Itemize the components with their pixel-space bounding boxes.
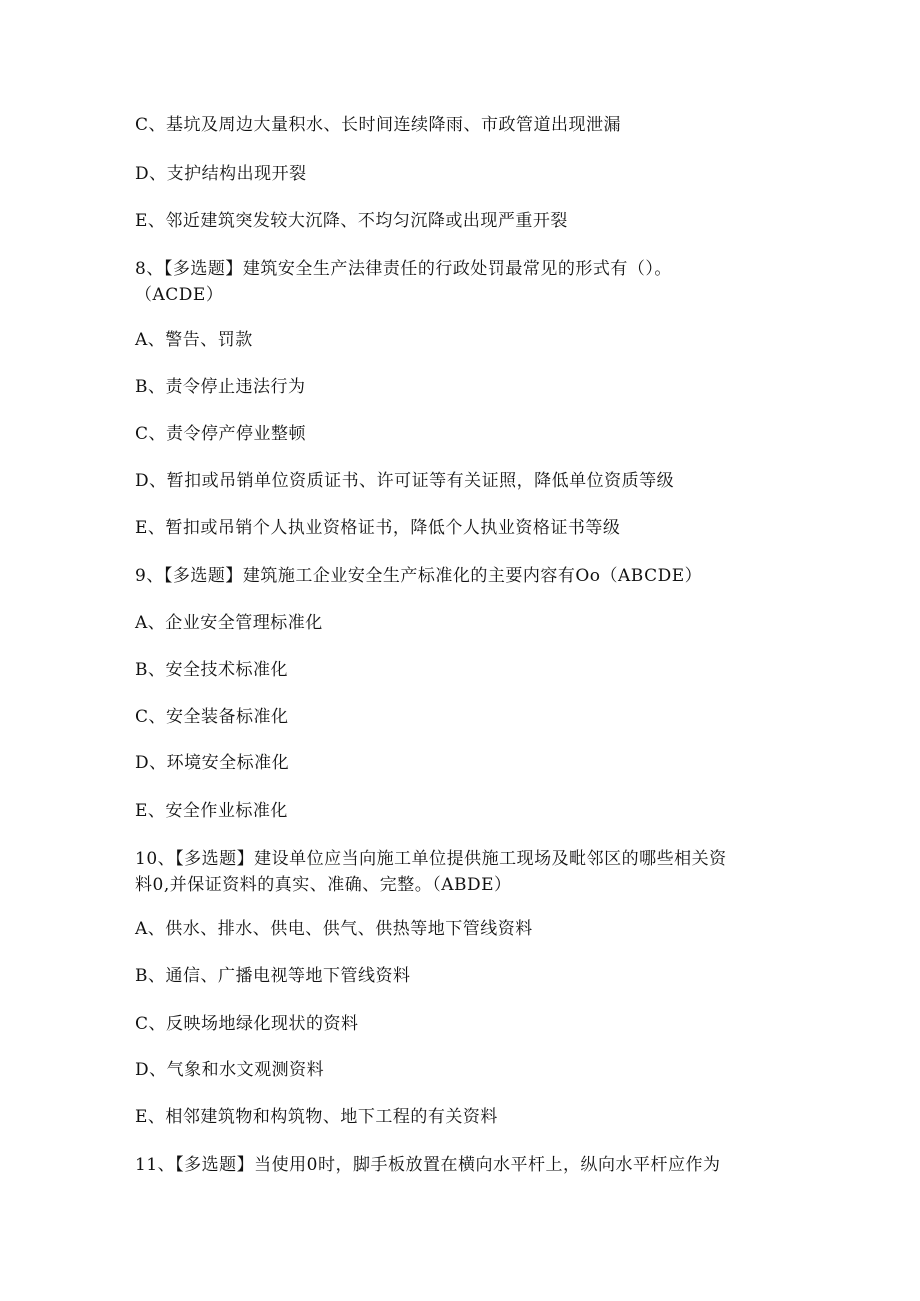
- q8-option-d: D、暂扣或吊销单位资质证书、许可证等有关证照，降低单位资质等级: [135, 471, 675, 491]
- q10-option-e: E、相邻建筑物和构筑物、地下工程的有关资料: [135, 1107, 498, 1127]
- q10-option-c: C、反映场地绿化现状的资料: [135, 1014, 359, 1034]
- q7-option-d: D、支护结构出现开裂: [135, 164, 307, 184]
- q9-option-b: B、安全技术标准化: [135, 660, 288, 680]
- q9-option-d: D、环境安全标准化: [135, 753, 290, 773]
- q10-question-cont: 料0,并保证资料的真实、准确、完整。（ABDE）: [135, 875, 512, 895]
- q9-option-c: C、安全装备标准化: [135, 707, 289, 727]
- q7-option-c: C、基坑及周边大量积水、长时间连续降雨、市政管道出现泄漏: [135, 115, 622, 135]
- q8-option-e: E、暂扣或吊销个人执业资格证书，降低个人执业资格证书等级: [135, 518, 621, 538]
- q8-option-b: B、责令停止违法行为: [135, 377, 306, 397]
- q10-option-b: B、通信、广播电视等地下管线资料: [135, 966, 411, 986]
- q10-question: 10、【多选题】建设单位应当向施工单位提供施工现场及毗邻区的哪些相关资: [135, 849, 727, 869]
- q9-question: 9、【多选题】建筑施工企业安全生产标准化的主要内容有Oo（ABCDE）: [135, 566, 703, 586]
- q11-question: 11、【多选题】当使用0时，脚手板放置在横向水平杆上，纵向水平杆应作为: [135, 1155, 721, 1175]
- q8-question: 8、【多选题】建筑安全生产法律责任的行政处罚最常见的形式有（）。: [135, 259, 672, 279]
- q9-option-e: E、安全作业标准化: [135, 801, 288, 821]
- q10-option-d: D、气象和水文观测资料: [135, 1060, 325, 1080]
- q7-option-e: E、邻近建筑突发较大沉降、不均匀沉降或出现严重开裂: [135, 211, 568, 231]
- q10-option-a: A、供水、排水、供电、供气、供热等地下管线资料: [135, 919, 533, 939]
- q8-answer: （ACDE）: [135, 285, 224, 305]
- q8-option-c: C、责令停产停业整顿: [135, 424, 307, 444]
- q9-option-a: A、企业安全管理标准化: [135, 613, 323, 633]
- q8-option-a: A、警告、罚款: [135, 330, 253, 350]
